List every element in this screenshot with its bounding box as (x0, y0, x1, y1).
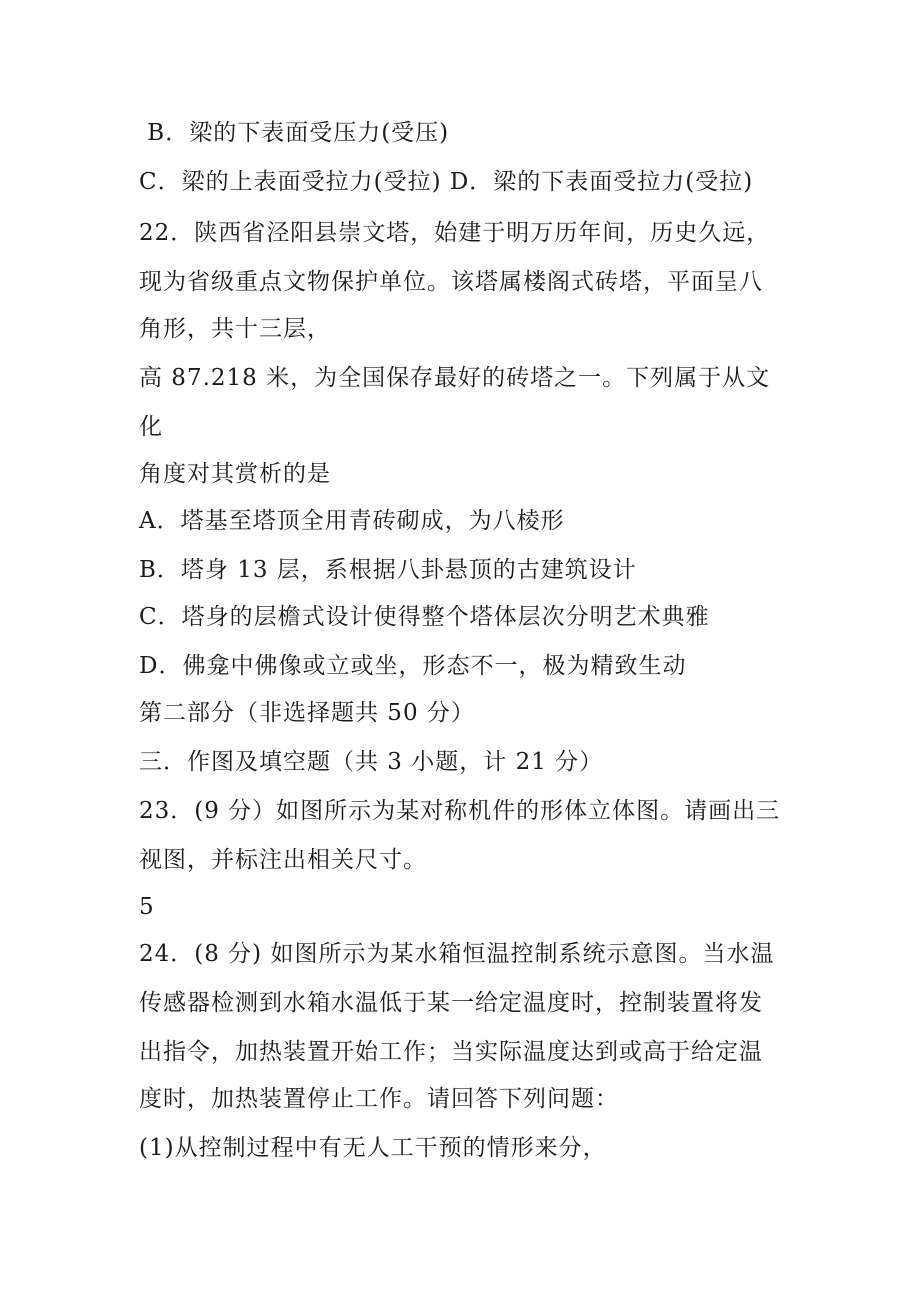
question-24-subquestion-1: (1)从控制过程中有无人工干预的情形来分， (139, 1135, 607, 1161)
part-two-heading: 第二部分（非选择题共 50 分） (139, 700, 475, 726)
page-number: 5 (139, 894, 155, 920)
question-22-line-6: 角度对其赏析的是 (139, 461, 331, 487)
question-22-line-3: 角形，共十三层， (139, 316, 331, 342)
question-22-option-b: B．塔身 13 层，系根据八卦悬顶的古建筑设计 (139, 557, 637, 583)
question-22-line-5: 化 (139, 414, 163, 440)
question-22-line-1: 22．陕西省泾阳县崇文塔，始建于明万历年间，历史久远， (139, 220, 771, 246)
question-22-option-c: C．塔身的层檐式设计使得整个塔体层次分明艺术典雅 (139, 604, 710, 630)
question-24-line-3: 出指令，加热装置开始工作；当实际温度达到或高于给定温 (139, 1039, 763, 1065)
question-24-line-1: 24．(8 分) 如图所示为某水箱恒温控制系统示意图。当水温 (139, 941, 775, 967)
question-24-line-4: 度时，加热装置停止工作。请回答下列问题： (139, 1086, 619, 1112)
option-b-line: B．梁的下表面受压力(受压) (139, 120, 450, 146)
question-23-line-1: 23．(9 分）如图所示为某对称机件的形体立体图。请画出三 (139, 798, 781, 824)
option-c-d-line: C．梁的上表面受拉力(受拉) D．梁的下表面受拉力(受拉) (139, 169, 754, 195)
question-23-line-2: 视图，并标注出相关尺寸。 (139, 847, 427, 873)
question-24-line-2: 传感器检测到水箱水温低于某一给定温度时，控制装置将发 (139, 990, 763, 1016)
section-three-heading: 三．作图及填空题（共 3 小题，计 21 分） (139, 749, 604, 775)
question-22-option-a: A．塔基至塔顶全用青砖砌成，为八棱形 (139, 508, 565, 534)
question-22-line-2: 现为省级重点文物保护单位。该塔属楼阁式砖塔，平面呈八 (139, 269, 763, 295)
question-22-option-d: D．佛龛中佛像或立或坐，形态不一，极为精致生动 (139, 653, 687, 679)
question-22-line-4: 高 87.218 米，为全国保存最好的砖塔之一。下列属于从文 (139, 365, 771, 391)
